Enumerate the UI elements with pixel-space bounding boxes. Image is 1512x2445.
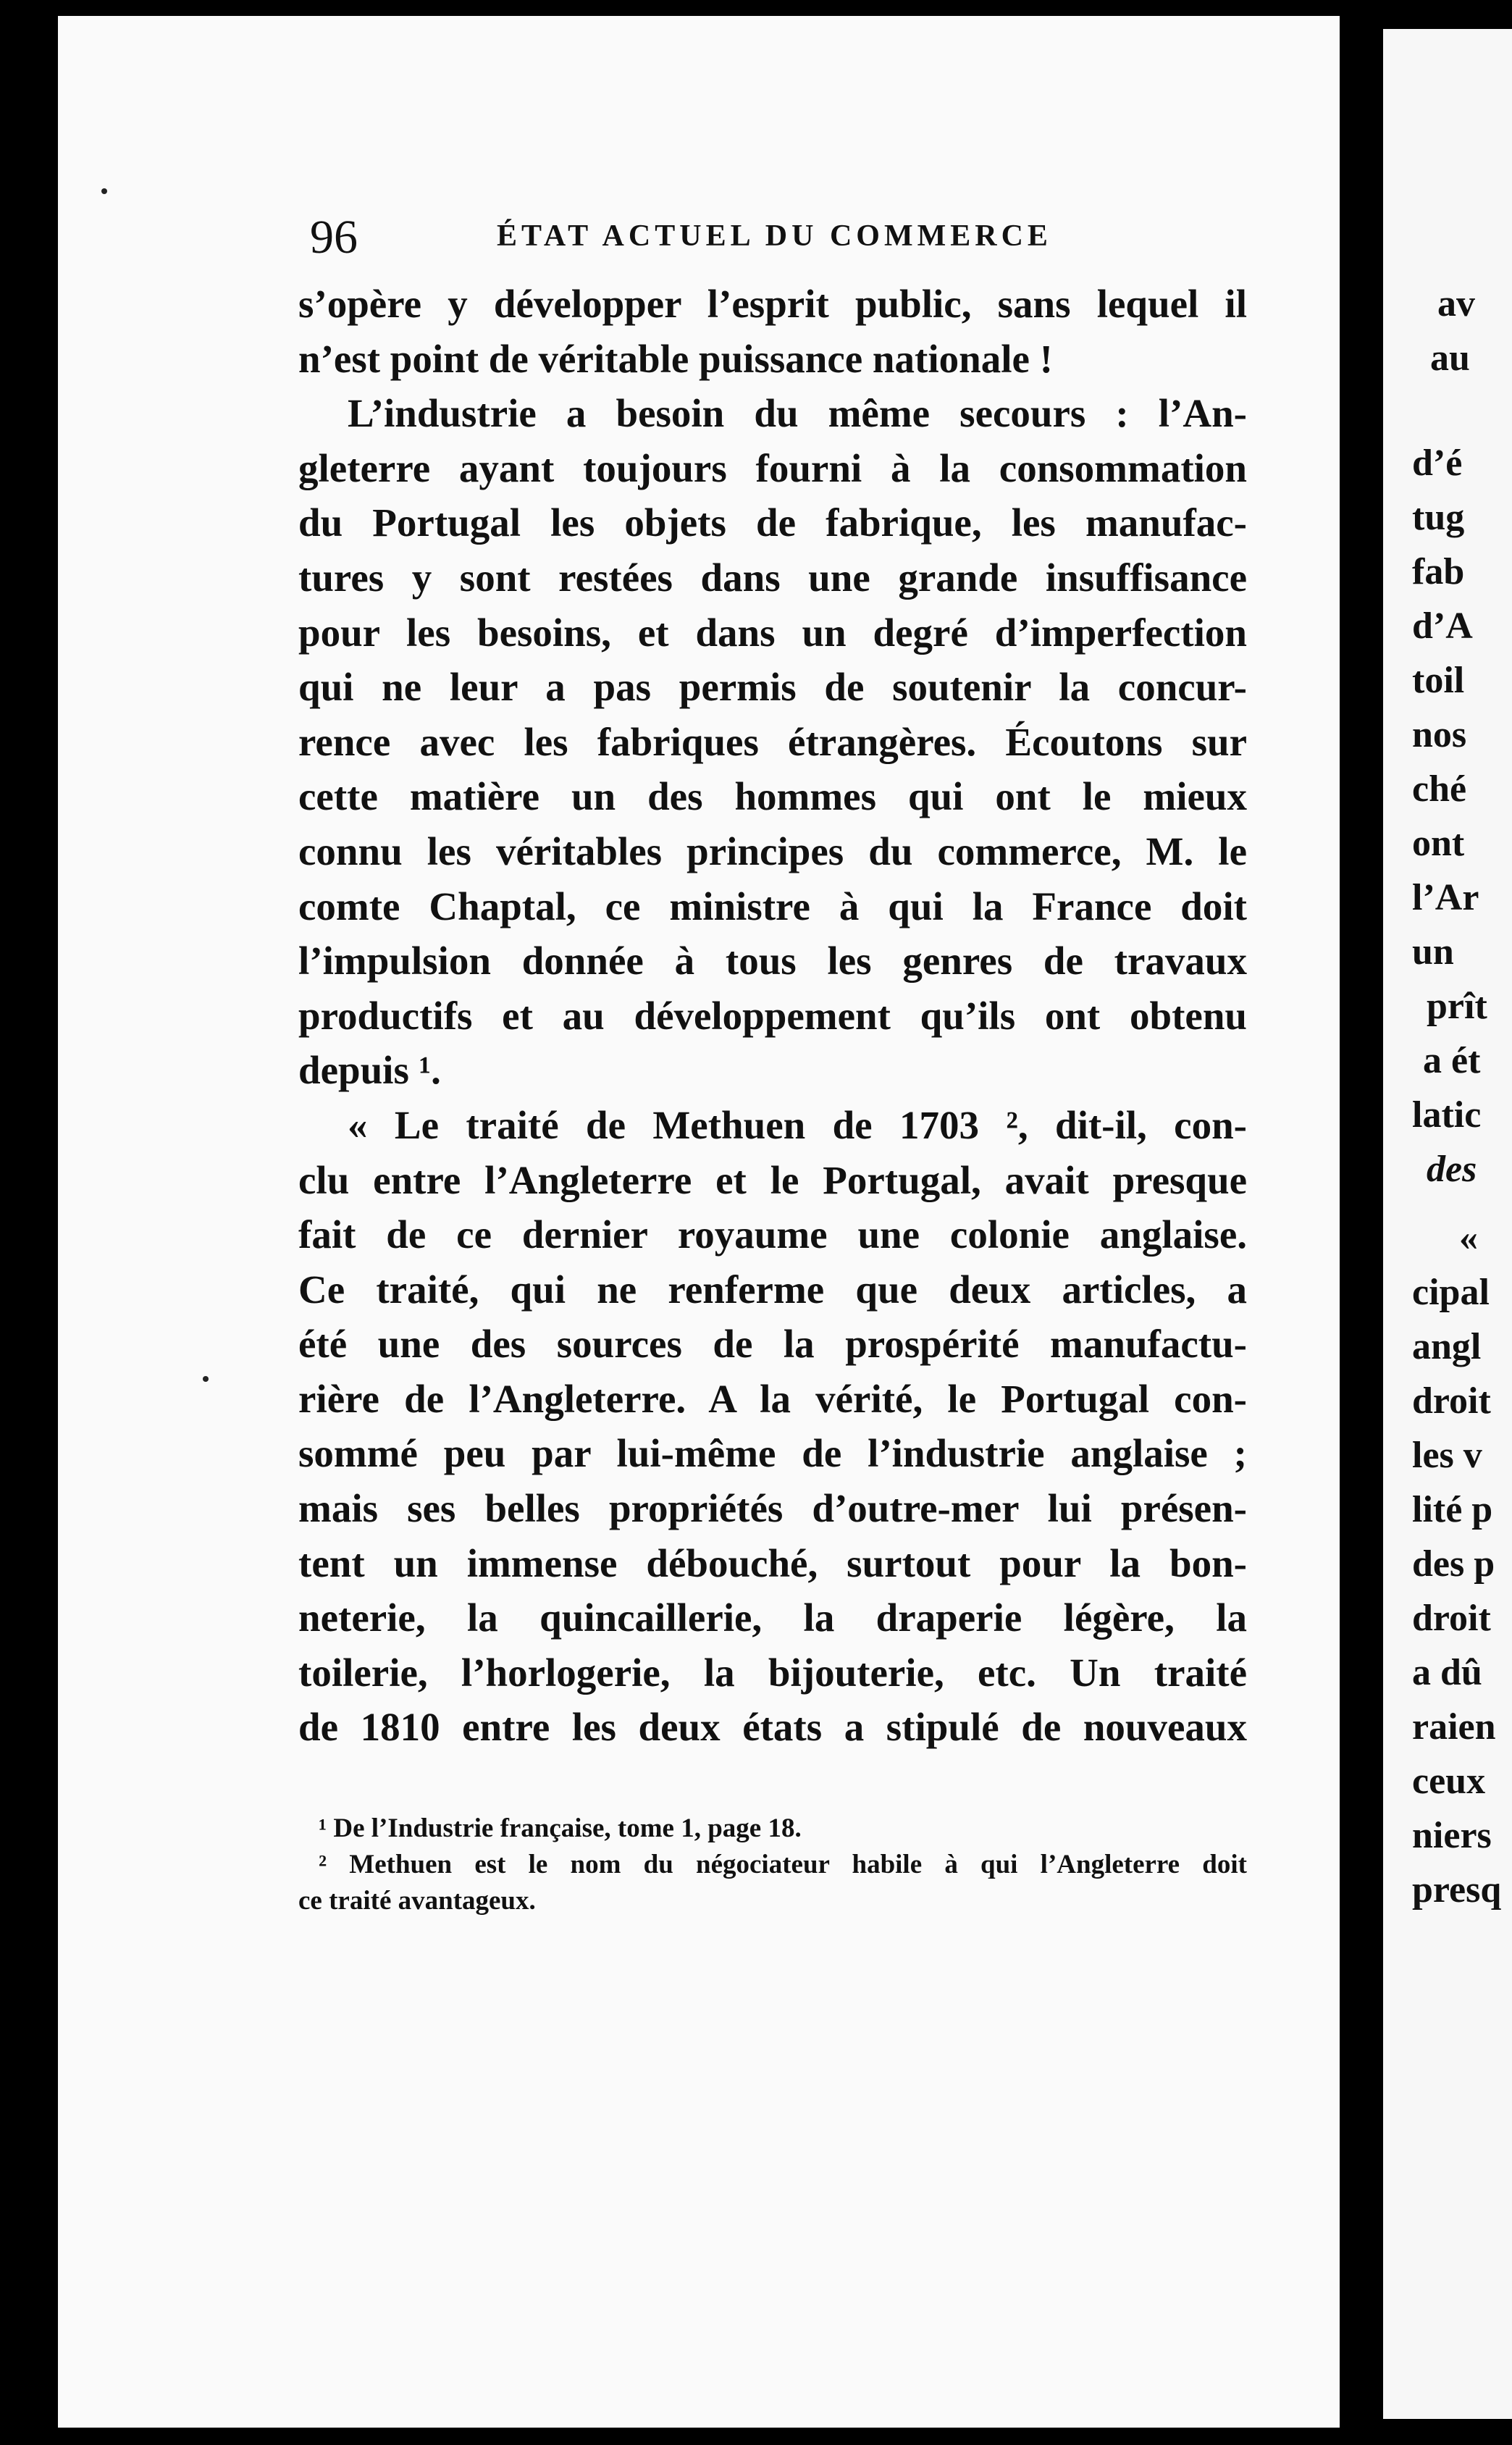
facing-page-line: tug (1412, 497, 1465, 538)
text-line: comte Chaptal, ce ministre à qui la France doit (298, 884, 1247, 928)
text-line: neterie, la quincaillerie, la draperie légère, la (298, 1595, 1247, 1640)
text-line: productifs et au développement qu’ils ont obtenu (298, 993, 1247, 1038)
print-speck (101, 188, 107, 194)
running-head: ÉTAT ACTUEL DU COMMERCE (497, 219, 1052, 253)
text-line: qui ne leur a pas permis de soutenir la concur- (298, 665, 1247, 710)
facing-page-line: un (1412, 931, 1454, 973)
text-line: depuis ¹. (298, 1048, 441, 1093)
facing-page-line: toil (1412, 660, 1465, 701)
text-line: rière de l’Angleterre. A la vérité, le Portugal con- (298, 1376, 1247, 1421)
text-line: été une des sources de la prospérité manufactu- (298, 1322, 1247, 1367)
text-line: tent un immense débouché, surtout pour la bon- (298, 1540, 1247, 1585)
facing-page-line: d’é (1412, 443, 1463, 484)
text-line: mais ses belles propriétés d’outre-mer lui présen- (298, 1486, 1247, 1531)
text-line: rence avec les fabriques étrangères. Écoutons sur (298, 719, 1247, 764)
facing-page-line: a dû (1412, 1652, 1482, 1693)
facing-page-line: au (1430, 337, 1470, 379)
page-header (310, 210, 1251, 275)
facing-page-line: l’Ar (1412, 877, 1479, 918)
text-line: fait de ce dernier royaume une colonie anglaise. (298, 1212, 1247, 1257)
facing-page-line: nos (1412, 714, 1467, 755)
facing-page-line: des (1427, 1149, 1477, 1190)
facing-page-line: fab (1412, 551, 1465, 592)
facing-page-line: ché (1412, 768, 1467, 810)
text-line: s’opère y développer l’esprit public, sans lequel il (298, 282, 1247, 326)
text-line: sommé peu par lui-même de l’industrie anglaise ; (298, 1431, 1247, 1476)
text-line: connu les véritables principes du commerce, M. le (298, 829, 1247, 873)
facing-page-line: les v (1412, 1435, 1482, 1476)
facing-page-line: presq (1412, 1869, 1502, 1911)
book-gutter (1340, 0, 1383, 2445)
body-text (298, 277, 1247, 1755)
facing-page-line: raien (1412, 1706, 1496, 1748)
facing-page (1383, 29, 1512, 2419)
footnote-2-continued: ce traité avantageux. (298, 1886, 536, 1916)
text-line: tures y sont restées dans une grande insuffisance (298, 555, 1247, 600)
footnote-1: ¹ De l’Industrie française, tome 1, page 18. (319, 1813, 802, 1843)
text-line: Ce traité, qui ne renferme que deux articles, a (298, 1267, 1247, 1312)
facing-page-line: « (1459, 1217, 1478, 1259)
facing-page-line: lité p (1412, 1489, 1493, 1530)
text-line: du Portugal les objets de fabrique, les manufac- (298, 500, 1247, 545)
facing-page-line: cipal (1412, 1272, 1490, 1313)
facing-page-line: droit (1412, 1380, 1491, 1422)
text-line: pour les besoins, et dans un degré d’imperfection (298, 610, 1247, 655)
text-line: « Le traité de Methuen de 1703 ², dit-il, con- (348, 1102, 1247, 1147)
facing-page-line: latic (1412, 1094, 1482, 1136)
facing-page-line: droit (1412, 1598, 1491, 1639)
text-line: de 1810 entre les deux états a stipulé de nouveaux (298, 1705, 1247, 1750)
facing-page-line: angl (1412, 1326, 1482, 1367)
print-speck (203, 1376, 209, 1382)
facing-page-line: prît (1427, 986, 1487, 1027)
facing-page-line: av (1437, 283, 1475, 324)
facing-page-line: des p (1412, 1543, 1495, 1585)
text-line: l’impulsion donnée à tous les genres de travaux (298, 939, 1247, 984)
facing-page-line: ont (1412, 823, 1465, 864)
text-line: cette matière un des hommes qui ont le mieux (298, 774, 1247, 819)
text-line: clu entre l’Angleterre et le Portugal, avait presque (298, 1157, 1247, 1202)
footnotes (298, 1811, 1247, 1919)
facing-page-line: niers (1412, 1815, 1492, 1856)
text-line: n’est point de véritable puissance nationale ! (298, 336, 1053, 381)
facing-page-line: a ét (1423, 1040, 1481, 1081)
text-line: L’industrie a besoin du même secours : l’An- (348, 391, 1247, 436)
page-number: 96 (310, 211, 358, 264)
footnote-2: ² Methuen est le nom du négociateur habile à qui l’Angleterre doit (319, 1850, 1247, 1879)
facing-page-line: ceux (1412, 1761, 1486, 1802)
facing-page-line: d’A (1412, 605, 1473, 647)
text-line: gleterre ayant toujours fourni à la consommation (298, 445, 1247, 490)
text-line: toilerie, l’horlogerie, la bijouterie, etc. Un traité (298, 1650, 1247, 1695)
